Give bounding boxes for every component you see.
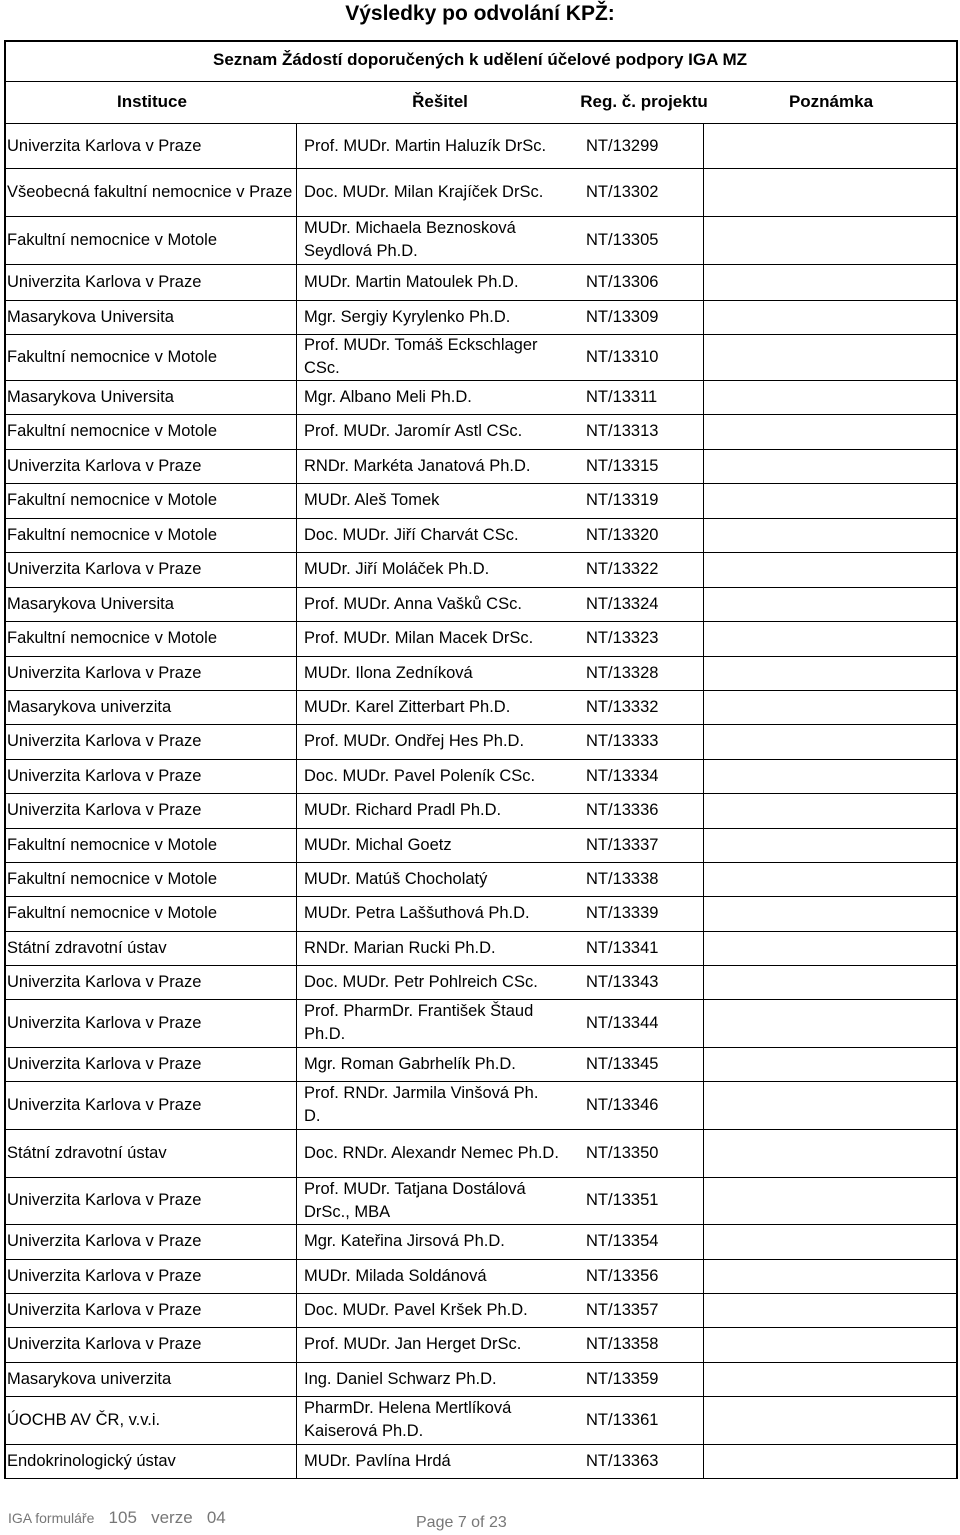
table-row xyxy=(4,1259,958,1293)
project-number-cell: NT/13323 xyxy=(586,629,659,647)
project-number-cell: NT/13339 xyxy=(586,904,659,922)
project-number-cell: NT/13334 xyxy=(586,766,659,785)
row-divider xyxy=(4,1396,958,1397)
row-divider xyxy=(4,334,958,335)
institution-cell: Fakultní nemocnice v Motole xyxy=(7,525,218,544)
researcher-cell: Prof. PharmDr. František Štaud Ph.D. xyxy=(304,1002,534,1043)
institution-cell: Univerzita Karlova v Praze xyxy=(7,1095,202,1114)
researcher-cell: Prof. MUDr. Anna Vašků CSc. xyxy=(304,594,522,613)
researcher-cell: Doc. RNDr. Alexandr Nemec Ph.D. xyxy=(304,1143,559,1162)
institution-cell: Fakultní nemocnice v Motole xyxy=(7,835,218,854)
institution-cell: Fakultní nemocnice v Motole xyxy=(7,629,218,647)
institution-cell: Masarykova Universita xyxy=(7,387,174,406)
institution-cell: Univerzita Karlova v Praze xyxy=(7,1054,202,1073)
table-row xyxy=(4,264,958,300)
project-number-cell: NT/13333 xyxy=(586,732,659,750)
researcher-cell: Doc. MUDr. Pavel Kršek Ph.D. xyxy=(304,1300,528,1319)
institution-cell: Univerzita Karlova v Praze xyxy=(7,560,202,578)
project-number-cell: NT/13309 xyxy=(586,307,659,326)
project-number-cell: NT/13354 xyxy=(586,1232,659,1250)
institution-cell: Univerzita Karlova v Praze xyxy=(7,1232,202,1250)
researcher-cell: Doc. MUDr. Milan Krajíček DrSc. xyxy=(304,182,544,201)
institution-cell: Univerzita Karlova v Praze xyxy=(7,732,202,750)
institution-cell: Fakultní nemocnice v Motole xyxy=(7,422,218,440)
table-row xyxy=(4,965,958,999)
row-divider xyxy=(4,1444,958,1445)
institution-cell: Univerzita Karlova v Praze xyxy=(7,1300,202,1319)
table-row xyxy=(4,999,958,1047)
project-number-cell: NT/13337 xyxy=(586,835,659,854)
project-number-cell: NT/13306 xyxy=(586,272,659,291)
table-row xyxy=(4,931,958,965)
project-number-cell: NT/13345 xyxy=(586,1054,659,1073)
institution-cell: ÚOCHB AV ČR, v.v.i. xyxy=(7,1410,161,1429)
row-divider xyxy=(4,1047,958,1048)
row-divider xyxy=(4,1259,958,1260)
researcher-cell: Prof. MUDr. Tomáš Eckschlager CSc. xyxy=(304,336,538,377)
institution-cell: Univerzita Karlova v Praze xyxy=(7,136,202,155)
row-divider xyxy=(4,828,958,829)
row-divider xyxy=(4,793,958,794)
researcher-cell: Doc. MUDr. Jiří Charvát CSc. xyxy=(304,525,519,544)
table-header xyxy=(4,82,958,124)
row-divider xyxy=(4,518,958,519)
table-row xyxy=(4,1293,958,1327)
table-row xyxy=(4,690,958,724)
researcher-cell: Prof. MUDr. Martin Haluzík DrSc. xyxy=(304,136,547,155)
table-row xyxy=(4,483,958,518)
row-divider xyxy=(4,1362,958,1363)
header-project: Reg. č. projektu xyxy=(580,92,708,111)
table-row xyxy=(4,724,958,759)
footer-form-label: IGA formuláře xyxy=(8,1510,95,1526)
institution-cell: Fakultní nemocnice v Motole xyxy=(7,491,218,509)
project-number-cell: NT/13302 xyxy=(586,182,659,201)
table-row xyxy=(4,1081,958,1129)
table-row xyxy=(4,759,958,793)
row-divider xyxy=(4,759,958,760)
header-researcher: Řešitel xyxy=(412,92,468,111)
researcher-cell: MUDr. Pavlína Hrdá xyxy=(304,1452,451,1470)
row-divider xyxy=(4,1327,958,1328)
researcher-cell: MUDr. Milada Soldánová xyxy=(304,1266,487,1285)
page-title: Výsledky po odvolání KPŽ: xyxy=(345,2,615,25)
row-divider xyxy=(4,449,958,450)
row-divider xyxy=(4,1224,958,1225)
researcher-cell: Mgr. Sergiy Kyrylenko Ph.D. xyxy=(304,307,511,326)
institution-cell: Fakultní nemocnice v Motole xyxy=(7,347,218,366)
table-row xyxy=(4,518,958,552)
researcher-cell: Doc. MUDr. Pavel Poleník CSc. xyxy=(304,766,536,785)
table-row xyxy=(4,1047,958,1081)
researcher-cell: Mgr. Roman Gabrhelík Ph.D. xyxy=(304,1054,516,1073)
header-institution: Instituce xyxy=(117,92,187,111)
row-divider xyxy=(4,414,958,415)
project-number-cell: NT/13351 xyxy=(586,1191,659,1209)
table-subtitle: Seznam Žádostí doporučených k udělení účelové podpory IGA MZ xyxy=(212,50,747,69)
row-divider xyxy=(4,690,958,691)
table-row xyxy=(4,896,958,931)
researcher-cell: MUDr. Michal Goetz xyxy=(304,835,452,854)
researcher-cell: MUDr. Aleš Tomek xyxy=(304,491,440,509)
row-divider xyxy=(4,724,958,725)
project-number-cell: NT/13338 xyxy=(586,869,659,888)
table-row xyxy=(4,621,958,656)
project-number-cell: NT/13315 xyxy=(586,456,659,475)
table-row xyxy=(4,1444,958,1479)
institution-cell: Fakultní nemocnice v Motole xyxy=(7,869,218,888)
project-number-cell: NT/13344 xyxy=(586,1013,659,1032)
header-note: Poznámka xyxy=(788,92,874,111)
footer-form-number: 105 xyxy=(108,1508,137,1527)
researcher-cell: MUDr. Petra Laššuthová Ph.D. xyxy=(304,904,530,922)
table-row xyxy=(4,862,958,896)
row-divider xyxy=(4,483,958,484)
table-row xyxy=(4,124,958,168)
table-row xyxy=(4,587,958,621)
table-row xyxy=(4,414,958,449)
researcher-cell: Prof. MUDr. Ondřej Hes Ph.D. xyxy=(304,732,525,750)
researcher-cell: MUDr. Karel Zitterbart Ph.D. xyxy=(304,697,511,716)
institution-cell: Masarykova Universita xyxy=(7,307,174,326)
row-divider xyxy=(4,965,958,966)
project-number-cell: NT/13299 xyxy=(586,136,659,155)
row-divider xyxy=(4,552,958,553)
project-number-cell: NT/13320 xyxy=(586,525,659,544)
researcher-cell: MUDr. Matúš Chocholatý xyxy=(304,869,488,888)
table-row xyxy=(4,1362,958,1396)
row-divider xyxy=(4,999,958,1000)
table-row xyxy=(4,300,958,334)
project-number-cell: NT/13336 xyxy=(586,801,659,819)
researcher-cell: Prof. MUDr. Tatjana Dostálová DrSc., MBA xyxy=(304,1179,526,1221)
researcher-cell: Doc. MUDr. Petr Pohlreich CSc. xyxy=(304,972,538,991)
table-row xyxy=(4,1129,958,1177)
project-number-cell: NT/13358 xyxy=(586,1335,659,1353)
table-row xyxy=(4,334,958,380)
project-number-cell: NT/13305 xyxy=(586,230,659,249)
institution-cell: Univerzita Karlova v Praze xyxy=(7,1013,202,1032)
researcher-cell: PharmDr. Helena Mertlíková Kaiserová Ph.D. xyxy=(304,1399,512,1440)
row-divider xyxy=(4,931,958,932)
project-number-cell: NT/13332 xyxy=(586,697,659,716)
researcher-cell: Mgr. Kateřina Jirsová Ph.D. xyxy=(304,1232,505,1250)
row-divider xyxy=(4,621,958,622)
project-number-cell: NT/13346 xyxy=(586,1095,659,1114)
researcher-cell: MUDr. Michaela Beznosková Seydlová Ph.D. xyxy=(304,219,516,260)
researcher-cell: Ing. Daniel Schwarz Ph.D. xyxy=(304,1369,497,1388)
row-divider xyxy=(4,1081,958,1082)
footer-version-number: 04 xyxy=(206,1508,226,1527)
table-row xyxy=(4,793,958,828)
table-row xyxy=(4,216,958,264)
table-row xyxy=(4,380,958,414)
project-number-cell: NT/13350 xyxy=(586,1143,659,1162)
row-divider xyxy=(4,1177,958,1178)
researcher-cell: MUDr. Jiří Moláček Ph.D. xyxy=(304,560,490,578)
row-divider xyxy=(4,380,958,381)
institution-cell: Univerzita Karlova v Praze xyxy=(7,801,202,819)
footer-page-number: Page 7 of 23 xyxy=(416,1514,507,1531)
researcher-cell: Prof. MUDr. Jaromír Astl CSc. xyxy=(304,422,523,440)
institution-cell: Státní zdravotní ústav xyxy=(7,938,167,957)
researcher-cell: RNDr. Markéta Janatová Ph.D. xyxy=(304,456,531,475)
institution-cell: Endokrinologický ústav xyxy=(7,1452,176,1470)
row-divider xyxy=(4,587,958,588)
row-divider xyxy=(4,300,958,301)
project-number-cell: NT/13359 xyxy=(586,1369,659,1388)
table-row xyxy=(4,1177,958,1224)
project-number-cell: NT/13324 xyxy=(586,594,659,613)
institution-cell: Univerzita Karlova v Praze xyxy=(7,1191,202,1209)
project-number-cell: NT/13319 xyxy=(586,491,659,509)
institution-cell: Univerzita Karlova v Praze xyxy=(7,272,202,291)
researcher-cell: MUDr. Martin Matoulek Ph.D. xyxy=(304,272,519,291)
institution-cell: Univerzita Karlova v Praze xyxy=(7,663,202,682)
project-number-cell: NT/13343 xyxy=(586,972,659,991)
project-number-cell: NT/13361 xyxy=(586,1410,659,1429)
institution-cell: Univerzita Karlova v Praze xyxy=(7,1335,202,1353)
table-row xyxy=(4,1327,958,1362)
row-divider xyxy=(4,862,958,863)
researcher-cell: MUDr. Richard Pradl Ph.D. xyxy=(304,801,502,819)
table-row xyxy=(4,168,958,216)
table-row xyxy=(4,1224,958,1259)
table-row xyxy=(4,552,958,587)
project-number-cell: NT/13357 xyxy=(586,1300,659,1319)
institution-cell: Univerzita Karlova v Praze xyxy=(7,1266,202,1285)
row-divider xyxy=(4,896,958,897)
institution-cell: Fakultní nemocnice v Motole xyxy=(7,904,218,922)
project-number-cell: NT/13341 xyxy=(586,938,659,957)
table-row xyxy=(4,656,958,690)
project-number-cell: NT/13313 xyxy=(586,422,659,440)
researcher-cell: MUDr. Ilona Zedníková xyxy=(304,663,473,682)
researcher-cell: RNDr. Marian Rucki Ph.D. xyxy=(304,938,496,957)
project-number-cell: NT/13310 xyxy=(586,347,659,366)
institution-cell: Masarykova univerzita xyxy=(7,697,172,716)
project-number-cell: NT/13356 xyxy=(586,1266,659,1285)
researcher-cell: Prof. RNDr. Jarmila Vinšová Ph. D. xyxy=(304,1084,539,1125)
institution-cell: Všeobecná fakultní nemocnice v Praze xyxy=(7,182,293,201)
table-row xyxy=(4,1396,958,1444)
row-divider xyxy=(4,1129,958,1130)
table-row xyxy=(4,449,958,483)
project-number-cell: NT/13363 xyxy=(586,1452,659,1470)
row-divider xyxy=(4,168,958,169)
footer-version-label: verze xyxy=(151,1508,193,1527)
institution-cell: Univerzita Karlova v Praze xyxy=(7,972,202,991)
row-divider xyxy=(4,216,958,217)
researcher-cell: Prof. MUDr. Jan Herget DrSc. xyxy=(304,1335,522,1353)
institution-cell: Univerzita Karlova v Praze xyxy=(7,456,202,475)
row-divider xyxy=(4,656,958,657)
row-divider xyxy=(4,1293,958,1294)
institution-cell: Masarykova Universita xyxy=(7,594,174,613)
project-number-cell: NT/13322 xyxy=(586,560,659,578)
institution-cell: Masarykova univerzita xyxy=(7,1369,172,1388)
project-number-cell: NT/13328 xyxy=(586,663,659,682)
researcher-cell: Prof. MUDr. Milan Macek DrSc. xyxy=(304,629,534,647)
institution-cell: Fakultní nemocnice v Motole xyxy=(7,230,218,249)
researcher-cell: Mgr. Albano Meli Ph.D. xyxy=(304,387,472,406)
footer-form-info xyxy=(8,1508,236,1528)
institution-cell: Státní zdravotní ústav xyxy=(7,1143,167,1162)
table-row xyxy=(4,828,958,862)
institution-cell: Univerzita Karlova v Praze xyxy=(7,766,202,785)
row-divider xyxy=(4,264,958,265)
project-number-cell: NT/13311 xyxy=(586,387,658,406)
